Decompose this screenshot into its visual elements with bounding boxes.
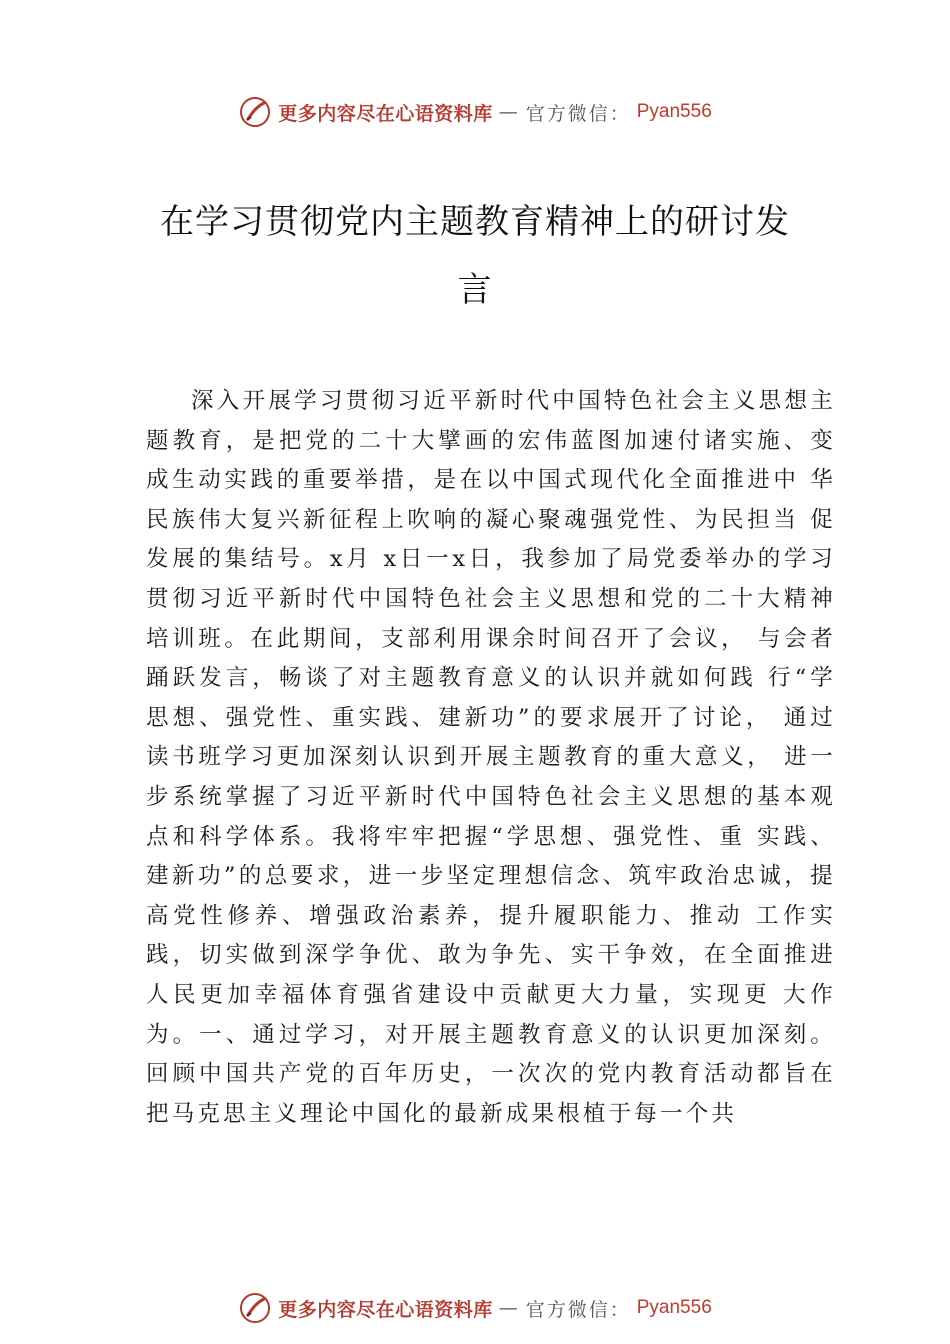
footer-separator: —: [498, 1297, 520, 1319]
document-body: 深入开展学习贯彻习近平新时代中国特色社会主义思想主题教育，是把党的二十大擘画的宏伟蓝图加速付诸实施、变成生动实践的重要举措，是在以中国式现代化全面推进中 华民族伟大复兴新征程上吹响的凝心聚魂强党性、为民担当 促发展的集结号。x月 x日一x日，我参加了局党委举办的学习贯彻习近平新时代中国特色社会主义思想和党的二十大精神培训班。在此期间，支部利用课余时间召开了会议， 与会者踊跃发言，畅谈了对主题教育意义的认识并就如何践 行“学思想、强党性、重实践、建新功”的要求展开了讨论， 通过读书班学习更加深刻认识到开展主题教育的重大意义， 进一步系统掌握了习近平新时代中国特色社会主义思想的基本观点和科学体系。我将牢牢把握“学思想、强党性、重 实践、建新功”的总要求，进一步坚定理想信念、筑牢政治忠诚，提高党性修养、增强政治素养，提升履职能力、推动 工作实践，切实做到深学争优、敢为争先、实干争效，在全面推进人民更加幸福体育强省建设中贡献更大力量，实现更 大作为。一、通过学习，对开展主题教育意义的认识更加深刻。回顾中国共产党的百年历史，一次次的党内教育活动都旨在把马克思主义理论中国化的最新成果根植于每一个共: [146, 388, 836, 1127]
footer-banner-content: [238, 1291, 712, 1325]
footer-banner: [0, 1288, 950, 1328]
footer-wechat-label: 官方微信：: [525, 1298, 631, 1321]
title-line-2: 言: [457, 270, 493, 310]
header-slogan: 更多内容尽在心语资料库: [278, 102, 493, 125]
pen-logo-icon: [238, 1291, 272, 1325]
footer-wechat-id: Pyan556: [636, 1297, 712, 1318]
header-banner-content: [238, 95, 712, 129]
header-banner: [0, 92, 950, 132]
header-separator: —: [498, 101, 520, 123]
header-wechat-id: Pyan556: [636, 101, 712, 122]
title-line-1: 在学习贯彻党内主题教育精神上的研讨发: [160, 202, 790, 242]
footer-slogan: 更多内容尽在心语资料库: [278, 1298, 493, 1321]
document-title: [140, 188, 810, 324]
header-wechat-label: 官方微信：: [525, 102, 631, 125]
pen-logo-icon: [238, 95, 272, 129]
